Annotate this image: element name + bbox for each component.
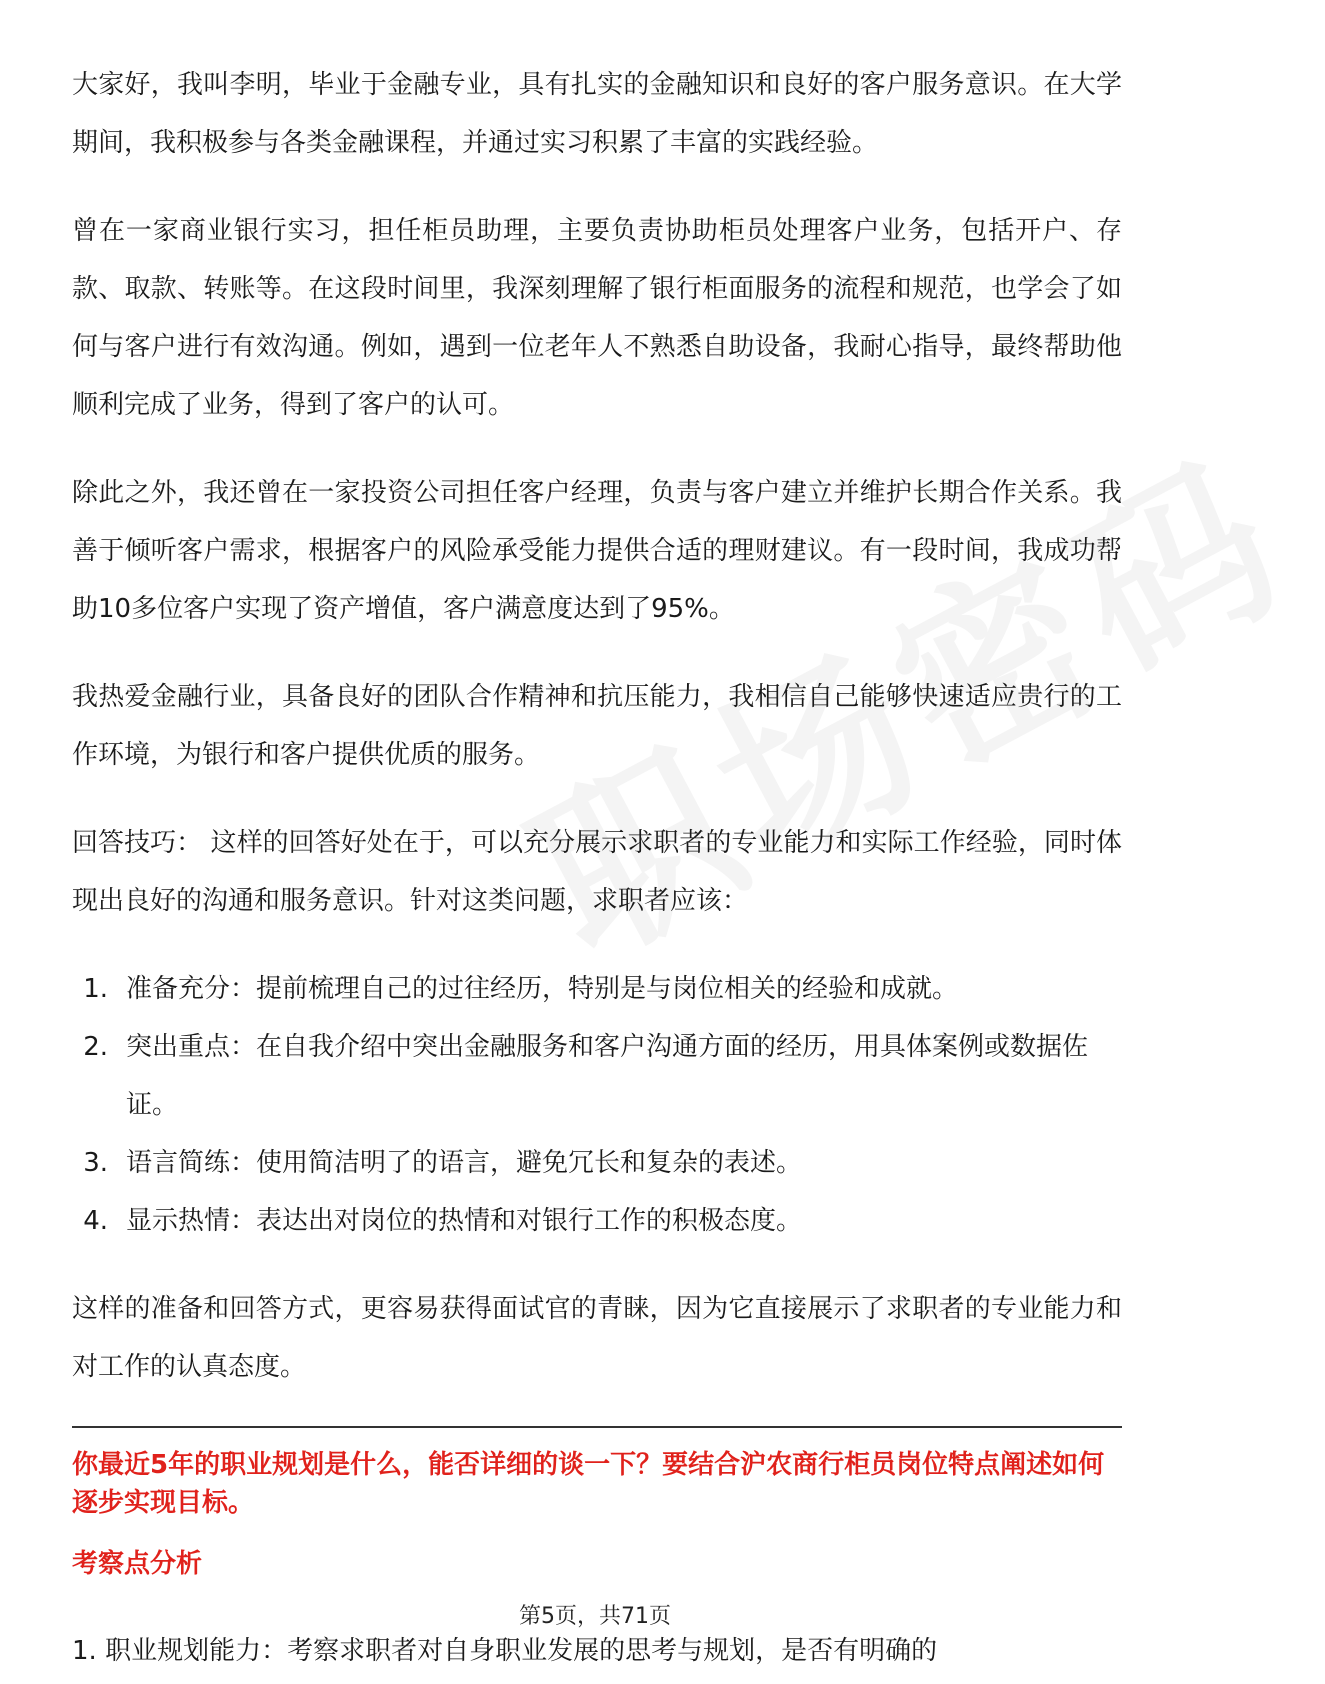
paragraph-closing: 这样的准备和回答方式，更容易获得面试官的青睐，因为它直接展示了求职者的专业能力和对工作的认真态度。 (72, 1294, 1122, 1382)
list-item (72, 960, 1122, 1018)
list-text: 显示热情：表达出对岗位的热情和对银行工作的积极态度。 (126, 1206, 803, 1236)
paragraph-answer-tips: 回答技巧： 这样的回答好处在于，可以充分展示求职者的专业能力和实际工作经验，同时体现出良好的沟通和服务意识。针对这类问题，求职者应该： (72, 828, 1122, 916)
list-text: 语言简练：使用简洁明了的语言，避免冗长和复杂的表述。 (126, 1148, 803, 1178)
section-divider (72, 1426, 1122, 1428)
list-number: 4. (83, 1206, 108, 1236)
paragraph-bank-internship: 曾在一家商业银行实习，担任柜员助理，主要负责协助柜员处理客户业务，包括开户、存款、取款、转账等。在这段时间里，我深刻理解了银行柜面服务的流程和规范，也学会了如何与客户进行有效沟通。例如，遇到一位老年人不熟悉自助设备，我耐心指导，最终帮助他顺利完成了业务，得到了客户的认可。 (72, 216, 1122, 420)
list-item (72, 1134, 1122, 1192)
list-item (72, 1192, 1122, 1250)
interview-question: 你最近5年的职业规划是什么，能否详细的谈一下？要结合沪农商行柜员岗位特点阐述如何逐步实现目标。 (72, 1450, 1105, 1518)
list-text: 准备充分：提前梳理自己的过往经历，特别是与岗位相关的经验和成就。 (126, 974, 959, 1004)
list-text: 突出重点：在自我介绍中突出金融服务和客户沟通方面的经历，用具体案例或数据佐证。 (126, 1032, 1089, 1120)
list-number: 2. (83, 1032, 108, 1062)
section-heading: 考察点分析 (72, 1549, 203, 1579)
tips-list (72, 960, 1122, 1250)
paragraph-investment-company: 除此之外，我还曾在一家投资公司担任客户经理，负责与客户建立并维护长期合作关系。我善于倾听客户需求，根据客户的风险承受能力提供合适的理财建议。有一段时间，我成功帮助10多位客户实现了资产增值，客户满意度达到了95%。 (72, 478, 1122, 624)
list-number: 1. (83, 974, 108, 1004)
list-number: 3. (83, 1148, 108, 1178)
page-number: 第5页，共71页 (519, 1604, 671, 1629)
list-item (72, 1018, 1122, 1134)
document-body (72, 56, 1122, 1584)
paragraph-intro: 大家好，我叫李明，毕业于金融专业，具有扎实的金融知识和良好的客户服务意识。在大学期间，我积极参与各类金融课程，并通过实习积累了丰富的实践经验。 (72, 70, 1122, 158)
cut-off-text: 1. 职业规划能力：考察求职者对自身职业发展的思考与规划，是否有明确的 (72, 1636, 938, 1666)
paragraph-passion: 我热爱金融行业，具备良好的团队合作精神和抗压能力，我相信自己能够快速适应贵行的工作环境，为银行和客户提供优质的服务。 (72, 682, 1122, 770)
